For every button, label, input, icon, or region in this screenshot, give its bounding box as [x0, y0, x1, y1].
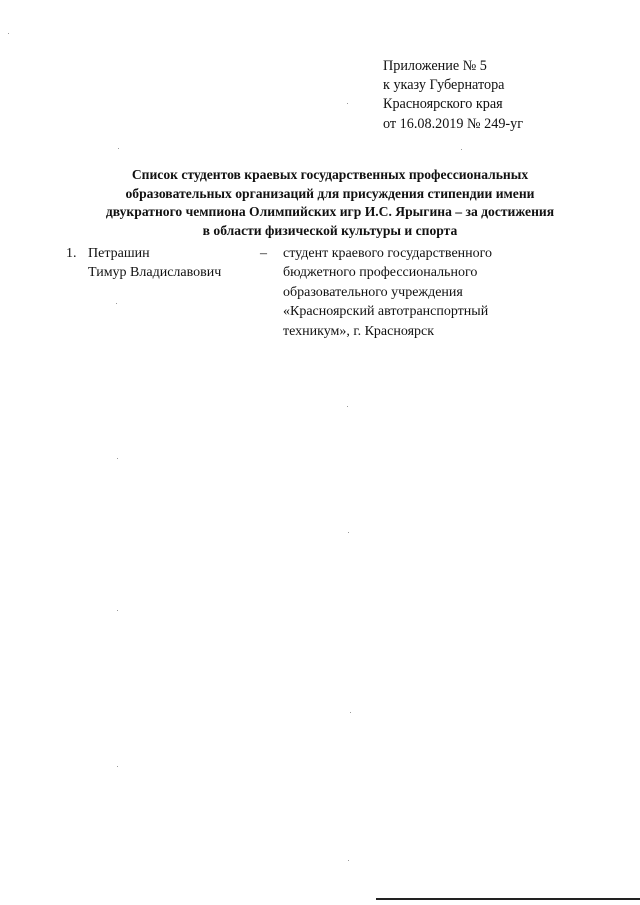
- scan-speck: [117, 458, 118, 459]
- student-description: [283, 244, 492, 341]
- bottom-rule: [376, 898, 640, 900]
- scan-speck: [461, 149, 462, 150]
- student-surname: Петрашин: [88, 246, 150, 261]
- title-line: двукратного чемпиона Олимпийских игр И.С. Ярыгина – за достижения: [105, 204, 555, 220]
- student-name: [88, 244, 221, 283]
- appendix-line: Красноярского края: [383, 96, 503, 113]
- appendix-line: Приложение № 5: [383, 58, 487, 74]
- appendix-line: от 16.08.2019 № 249-уг: [383, 115, 524, 132]
- scan-speck: [348, 532, 349, 533]
- description-line: бюджетного профессионального: [283, 265, 478, 281]
- description-line: «Красноярский автотранспортный: [283, 304, 489, 320]
- scan-speck: [8, 33, 9, 34]
- scan-speck: [347, 103, 348, 104]
- scan-speck: [348, 860, 349, 861]
- description-line: образовательного учреждения: [283, 284, 463, 300]
- title-line: образовательных организаций для присуждения стипендии имени: [125, 185, 535, 201]
- title-line: в области физической культуры и спорта: [202, 222, 458, 238]
- description-line: студент краевого государственного: [283, 246, 493, 261]
- description-line: техникум», г. Красноярск: [283, 323, 435, 339]
- list-item-number: 1.: [66, 246, 77, 261]
- title-line: Список студентов краевых государственных профессиональных: [131, 167, 529, 182]
- appendix-line: к указу Губернатора: [383, 77, 505, 94]
- document-title: [40, 166, 620, 240]
- scan-speck: [347, 406, 348, 407]
- scan-speck: [118, 148, 119, 149]
- student-given-names: Тимур Владиславович: [88, 265, 222, 281]
- scan-speck: [116, 303, 117, 304]
- scan-speck: [117, 610, 118, 611]
- scan-speck: [117, 766, 118, 767]
- scan-speck: [350, 712, 351, 713]
- appendix-header: [383, 57, 523, 134]
- dash-separator: –: [260, 246, 267, 261]
